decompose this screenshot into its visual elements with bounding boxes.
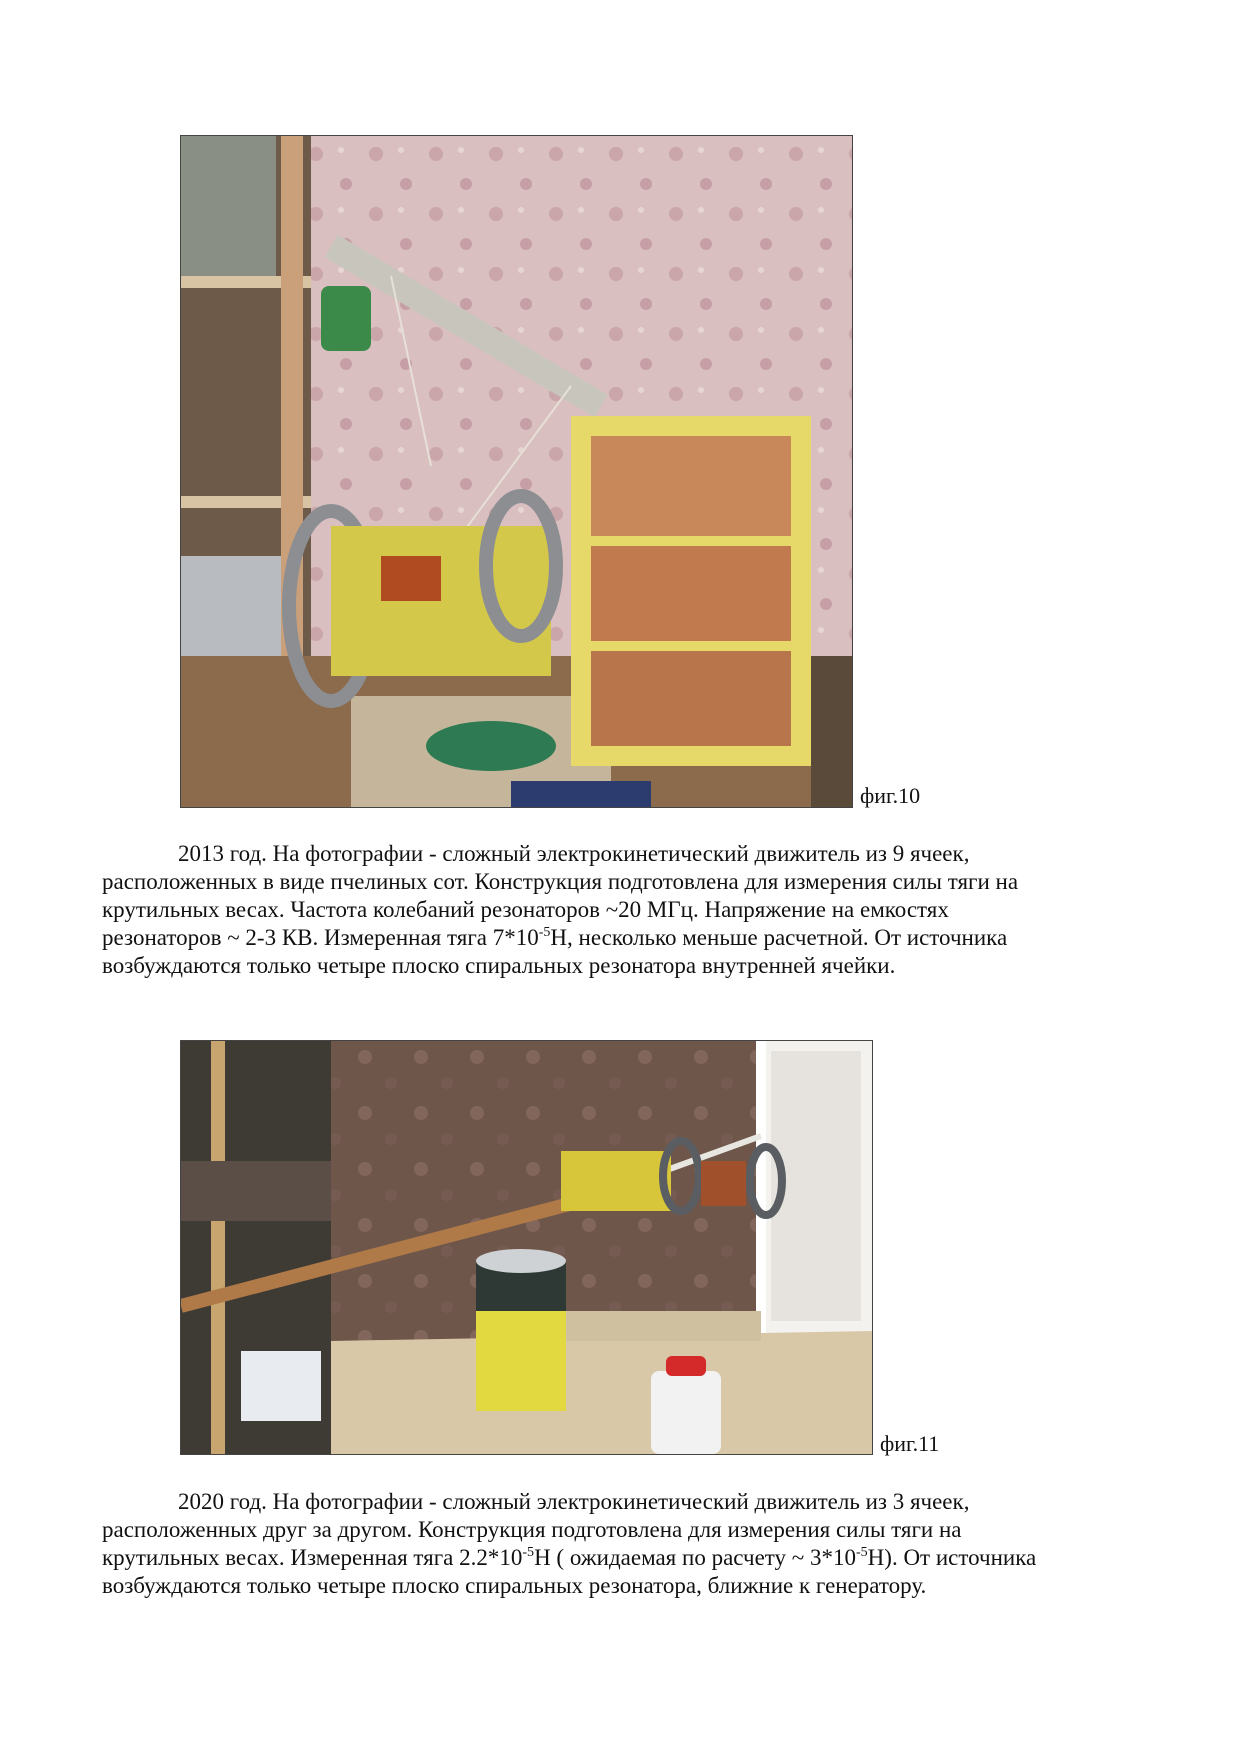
figure-10-photo [180,135,853,808]
text-line [102,1544,1142,1572]
figure-11-caption: фиг.11 [880,1431,940,1456]
text-line: расположенных в виде пчелиных сот. Конструкция подготовлена для измерения силы тяги на [102,869,1019,894]
text-segment: Н ( ожидаемая по расчету ~ 3*10 [534,1545,856,1570]
text-line: 2020 год. На фотографии - сложный электрокинетический движитель из 3 ячеек, [178,1489,970,1514]
figure-10-caption: фиг.10 [860,783,921,808]
text-segment: крутильных весах. Измеренная тяга 2.2*10 [102,1545,523,1570]
text-segment: резонаторов ~ 2-3 КВ. Измеренная тяга 7*10 [102,925,539,950]
figure-10-description [102,840,1142,980]
text-line [102,924,1142,952]
figure-11-photo [180,1040,873,1455]
figure-11-description [102,1488,1142,1600]
text-segment: Н, несколько меньше расчетной. От источника [550,925,1008,950]
text-line: расположенных друг за другом. Конструкция подготовлена для измерения силы тяги на [102,1517,962,1542]
text-segment: Н). От источника [867,1545,1037,1570]
superscript: -5 [538,925,551,940]
superscript: -5 [856,1545,868,1560]
text-line: возбуждаются только четыре плоско спиральных резонатора, ближние к генератору. [102,1573,927,1598]
text-line: крутильных весах. Частота колебаний резонаторов ~20 МГц. Напряжение на емкостях [102,897,949,922]
superscript: -5 [522,1545,535,1560]
text-line: возбуждаются только четыре плоско спиральных резонатора внутренней ячейки. [102,953,896,978]
text-line: 2013 год. На фотографии - сложный электрокинетический движитель из 9 ячеек, [178,841,970,866]
